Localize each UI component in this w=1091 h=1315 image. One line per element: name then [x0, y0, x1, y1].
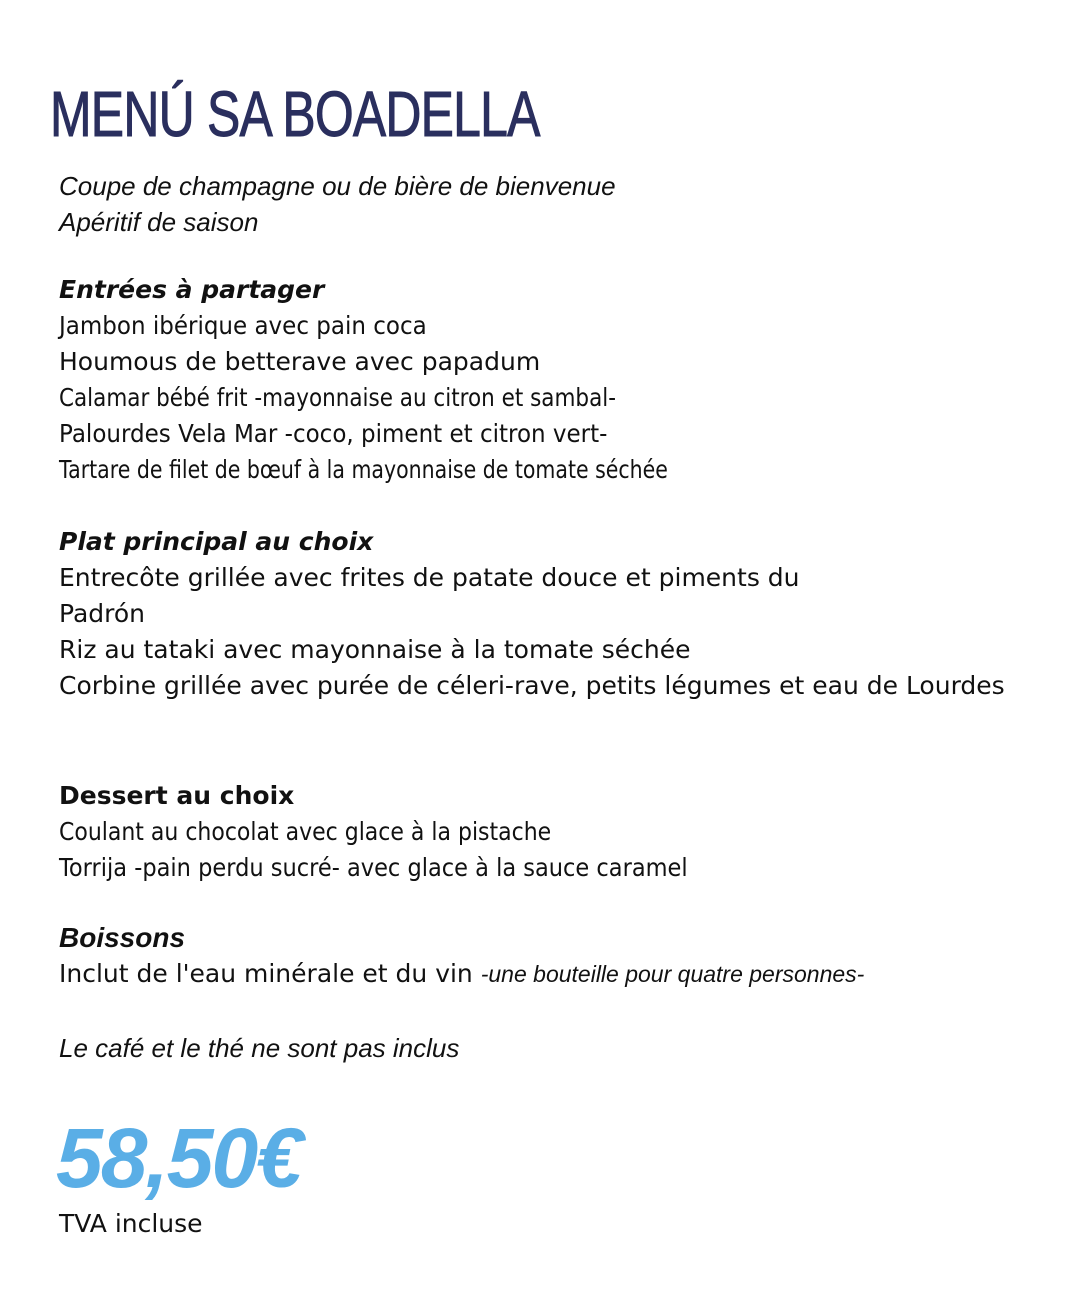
menu-item: Tartare de filet de bœuf à la mayonnaise de tomate séchée — [59, 455, 668, 484]
intro-block — [59, 168, 1069, 240]
entrees-section — [59, 272, 1069, 488]
menu-item: Houmous de betterave avec papadum — [59, 347, 541, 376]
menu-price: 58,50€ — [56, 1111, 301, 1205]
menu-item: Calamar bébé frit -mayonnaise au citron et sambal- — [59, 383, 616, 412]
main-course-heading: Plat principal au choix — [59, 527, 374, 556]
drinks-line — [59, 956, 1069, 992]
drinks-note: -une bouteille pour quatre personnes- — [480, 961, 865, 987]
menu-title: MENÚ SA BOADELLA — [50, 78, 540, 150]
menu-item: Palourdes Vela Mar -coco, piment et citron vert- — [59, 419, 608, 448]
menu-item: Coulant au chocolat avec glace à la pistache — [59, 817, 552, 846]
menu-item: Corbine grillée avec purée de céleri-rave, petits légumes et eau de Lourdes — [59, 671, 1005, 700]
menu-item: Jambon ibérique avec pain coca — [59, 311, 427, 340]
drinks-heading: Boissons — [59, 922, 186, 953]
menu-item: Entrecôte grillée avec frites de patate douce et piments du Padrón — [59, 563, 800, 628]
menu-item: Riz au tataki avec mayonnaise à la tomate séchée — [59, 635, 691, 664]
drinks-section — [59, 920, 1069, 992]
tax-note: TVA incluse — [59, 1209, 203, 1238]
drinks-text: Inclut de l'eau minérale et du vin — [59, 959, 481, 988]
dessert-section — [59, 778, 1069, 886]
welcome-drink-line: Coupe de champagne ou de bière de bienvenue — [59, 171, 616, 201]
dessert-heading: Dessert au choix — [59, 781, 295, 810]
aperitif-line: Apéritif de saison — [59, 207, 259, 237]
menu-item: Torrija -pain perdu sucré- avec glace à la sauce caramel — [59, 853, 688, 882]
coffee-note: Le café et le thé ne sont pas inclus — [59, 1033, 460, 1063]
main-course-section — [59, 524, 1069, 704]
entrees-heading: Entrées à partager — [59, 275, 325, 304]
